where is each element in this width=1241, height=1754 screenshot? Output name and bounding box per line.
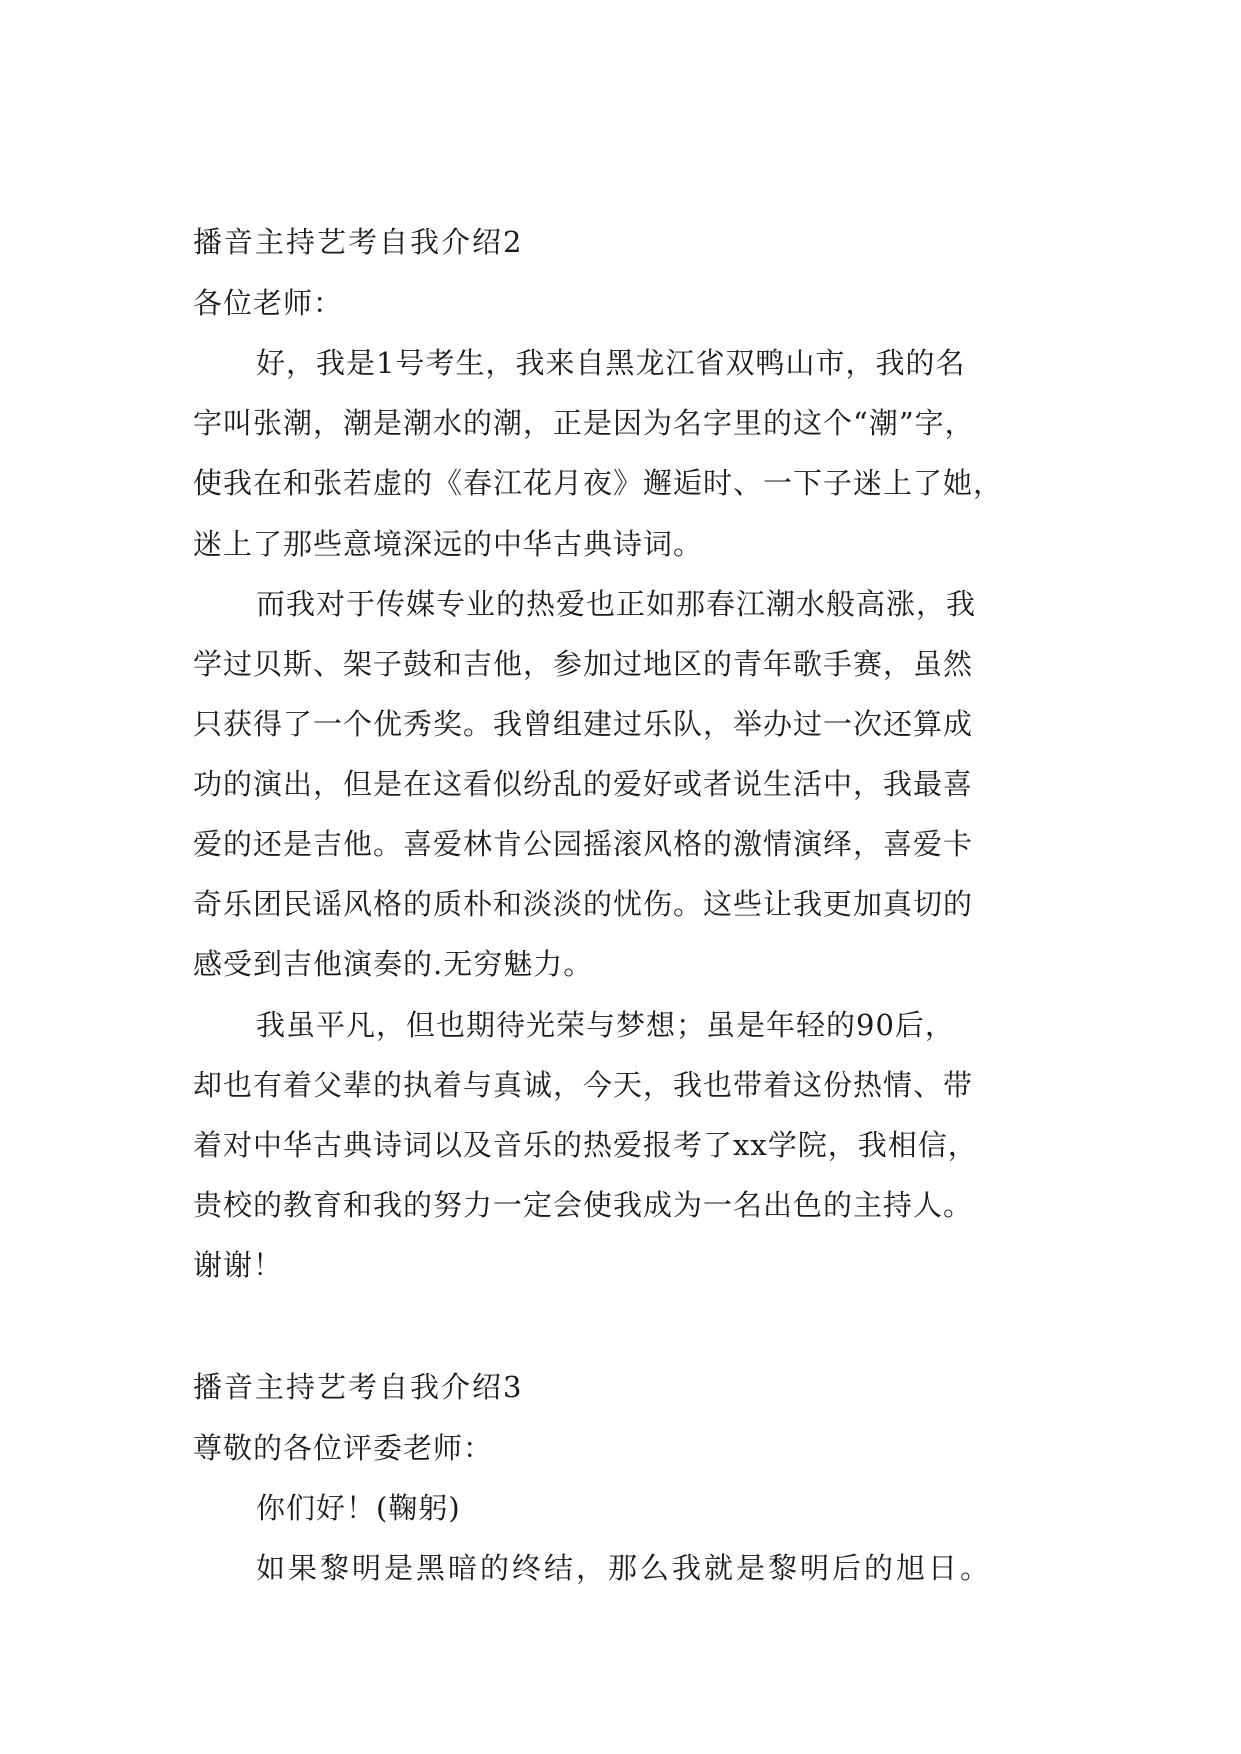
paragraph-line: 我虽平凡，但也期待光荣与梦想；虽是年轻的90后， [256,1008,955,1042]
paragraph-line: 好，我是1号考生，我来自黑龙江省双鸭山市，我的名 [256,346,966,380]
section-3-salutation: 尊敬的各位评委老师： [193,1431,494,1465]
paragraph-line: 感受到吉他演奏的.无穷魅力。 [193,947,594,981]
paragraph-line: 爱的还是吉他。喜爱林肯公园摇滚风格的激情演绎，喜爱卡 [193,827,974,861]
paragraph-line: 你们好！(鞠躬) [256,1491,461,1525]
paragraph-line: 使我在和张若虚的《春江花月夜》邂逅时、一下子迷上了她， [193,466,1004,500]
section-2-salutation: 各位老师： [193,286,344,320]
paragraph-line: 如果黎明是黑暗的终结，那么我就是黎明后的旭日。 [256,1551,993,1585]
paragraph-line: 迷上了那些意境深远的中华古典诗词。 [193,527,704,561]
section-3-title: 播音主持艺考自我介绍3 [193,1370,524,1404]
paragraph-line: 却也有着父辈的执着与真诚，今天，我也带着这份热情、带 [193,1068,974,1102]
paragraph-line: 着对中华古典诗词以及音乐的热爱报考了xx学院，我相信， [193,1128,978,1162]
paragraph-line: 只获得了一个优秀奖。我曾组建过乐队，举办过一次还算成 [193,707,974,741]
paragraph-line: 学过贝斯、架子鼓和吉他，参加过地区的青年歌手赛，虽然 [193,647,974,681]
paragraph-line: 字叫张潮，潮是潮水的潮，正是因为名字里的这个“潮”字， [193,406,975,440]
paragraph-line: 而我对于传媒专业的热爱也正如那春江潮水般高涨，我 [256,587,977,621]
section-2-title: 播音主持艺考自我介绍2 [193,225,524,259]
paragraph-line: 贵校的教育和我的努力一定会使我成为一名出色的主持人。 [193,1188,974,1222]
paragraph-line: 谢谢！ [193,1248,284,1282]
paragraph-line: 奇乐团民谣风格的质朴和淡淡的忧伤。这些让我更加真切的 [193,887,974,921]
paragraph-line: 功的演出，但是在这看似纷乱的爱好或者说生活中，我最喜 [193,767,974,801]
